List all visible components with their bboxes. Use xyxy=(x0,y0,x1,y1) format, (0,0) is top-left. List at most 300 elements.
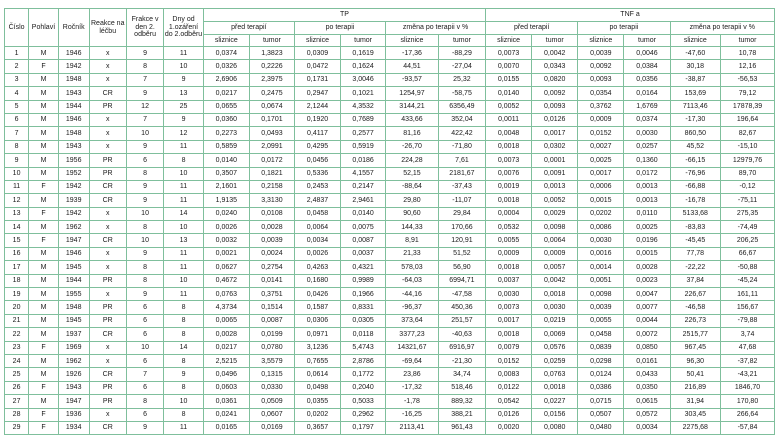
table-cell: 0,0603 xyxy=(203,381,249,394)
table-cell: 0,0018 xyxy=(532,381,578,394)
table-cell: 0,0257 xyxy=(624,140,670,153)
table-cell: M xyxy=(29,167,59,180)
table-cell: 28 xyxy=(5,408,29,421)
table-cell: 196,64 xyxy=(721,113,775,126)
table-cell: 578,03 xyxy=(386,261,439,274)
table-row xyxy=(5,274,775,287)
table-cell: 50,41 xyxy=(670,368,721,381)
table-cell: 23,86 xyxy=(386,368,439,381)
table-cell: 0,0763 xyxy=(203,288,249,301)
table-cell: 0,0384 xyxy=(624,60,670,73)
table-cell: 0,0108 xyxy=(249,207,294,220)
header-sliznice: sliznice xyxy=(486,35,532,47)
table-cell: 0,0374 xyxy=(624,113,670,126)
table-body xyxy=(5,47,775,435)
table-cell: 0,0028 xyxy=(249,221,294,234)
table-cell: 0,0576 xyxy=(532,341,578,354)
table-cell: 0,0386 xyxy=(578,381,624,394)
table-cell: 0,2577 xyxy=(341,127,386,140)
table-cell: -79,88 xyxy=(721,314,775,327)
table-cell: 0,0047 xyxy=(624,288,670,301)
table-row xyxy=(5,408,775,421)
table-cell: 9 xyxy=(5,154,29,167)
table-cell: 25 xyxy=(5,368,29,381)
header-tp-pred: před terapií xyxy=(203,22,294,35)
table-cell: 0,0496 xyxy=(203,368,249,381)
table-cell: 8 xyxy=(126,221,163,234)
table-cell: M xyxy=(29,314,59,327)
table-cell: 0,0029 xyxy=(532,207,578,220)
table-cell: M xyxy=(29,328,59,341)
header-sliznice: sliznice xyxy=(578,35,624,47)
table-cell: 14321,67 xyxy=(386,341,439,354)
table-row xyxy=(5,140,775,153)
header-tumor: tumor xyxy=(438,35,485,47)
header-tp-po: po terapii xyxy=(294,22,385,35)
table-cell: 11 xyxy=(5,180,29,193)
table-cell: 0,0458 xyxy=(578,328,624,341)
table-cell: 0,1315 xyxy=(249,368,294,381)
table-cell: 1846,70 xyxy=(721,381,775,394)
table-cell: 251,57 xyxy=(438,314,485,327)
table-cell: 66,67 xyxy=(721,247,775,260)
table-cell: 8 xyxy=(164,408,204,421)
table-cell: 0,0217 xyxy=(203,87,249,100)
table-cell: M xyxy=(29,47,59,60)
header-frakce: Frakce v den 2. odběru xyxy=(126,9,163,47)
table-cell: 90,60 xyxy=(386,207,439,220)
table-cell: F xyxy=(29,408,59,421)
table-cell: 0,0156 xyxy=(532,408,578,421)
table-cell: -88,29 xyxy=(438,47,485,60)
table-cell: 0,2226 xyxy=(249,60,294,73)
table-cell: M xyxy=(29,154,59,167)
table-cell: -16,25 xyxy=(386,408,439,421)
table-cell: 0,0093 xyxy=(578,73,624,86)
table-cell: 1942 xyxy=(58,60,89,73)
table-row xyxy=(5,368,775,381)
table-cell: 2,1601 xyxy=(203,180,249,193)
table-cell: 4,1557 xyxy=(341,167,386,180)
table-cell: 0,0165 xyxy=(203,421,249,434)
table-cell: 11 xyxy=(164,47,204,60)
table-cell: 1962 xyxy=(58,221,89,234)
table-cell: 0,0202 xyxy=(294,408,340,421)
table-cell: 13 xyxy=(164,234,204,247)
table-cell: 144,33 xyxy=(386,221,439,234)
table-cell: 8 xyxy=(126,274,163,287)
table-row xyxy=(5,288,775,301)
table-cell: 1948 xyxy=(58,301,89,314)
table-cell: 1942 xyxy=(58,180,89,193)
table-cell: 6 xyxy=(126,314,163,327)
table-cell: 0,2273 xyxy=(203,127,249,140)
table-cell: 0,0542 xyxy=(486,395,532,408)
table-cell: 1946 xyxy=(58,247,89,260)
table-cell: 8 xyxy=(164,381,204,394)
table-cell: -50,88 xyxy=(721,261,775,274)
table-cell: 0,0039 xyxy=(249,234,294,247)
table-cell: -37,82 xyxy=(721,354,775,367)
table-cell: 0,3507 xyxy=(203,167,249,180)
table-cell: -17,30 xyxy=(670,113,721,126)
table-cell: 20 xyxy=(5,301,29,314)
table-cell: 0,0023 xyxy=(624,274,670,287)
table-cell: 0,0326 xyxy=(203,60,249,73)
table-cell: 3,74 xyxy=(721,328,775,341)
table-cell: 0,0075 xyxy=(341,221,386,234)
table-cell: 226,67 xyxy=(670,288,721,301)
table-cell: 0,0030 xyxy=(486,288,532,301)
table-cell: M xyxy=(29,354,59,367)
table-cell: 0,0780 xyxy=(249,341,294,354)
table-cell: 1948 xyxy=(58,73,89,86)
table-cell: -76,96 xyxy=(670,167,721,180)
header-tnf-pred: před terapií xyxy=(486,22,578,35)
table-cell: x xyxy=(89,341,126,354)
table-cell: 0,1966 xyxy=(341,288,386,301)
table-cell: 6 xyxy=(126,354,163,367)
table-cell: M xyxy=(29,127,59,140)
table-cell: 961,43 xyxy=(438,421,485,434)
table-cell: 14 xyxy=(5,221,29,234)
table-cell: 0,0079 xyxy=(486,341,532,354)
table-cell: 0,0083 xyxy=(486,368,532,381)
table-cell: x xyxy=(89,47,126,60)
table-cell: -37,43 xyxy=(438,180,485,193)
table-cell: -47,60 xyxy=(670,47,721,60)
table-cell: 1969 xyxy=(58,341,89,354)
table-cell: 0,0034 xyxy=(294,234,340,247)
table-cell: 1944 xyxy=(58,100,89,113)
table-cell: 156,67 xyxy=(721,301,775,314)
table-cell: 0,0011 xyxy=(486,113,532,126)
table-cell: x xyxy=(89,127,126,140)
table-cell: 2,0991 xyxy=(249,140,294,153)
table-cell: 2113,41 xyxy=(386,421,439,434)
table-cell: 6 xyxy=(126,154,163,167)
table-row xyxy=(5,87,775,100)
table-cell: 1937 xyxy=(58,328,89,341)
table-cell: 0,0227 xyxy=(532,395,578,408)
table-cell: 0,0374 xyxy=(203,47,249,60)
table-cell: 17 xyxy=(5,261,29,274)
table-cell: 0,1920 xyxy=(294,113,340,126)
table-cell: 0,3762 xyxy=(578,100,624,113)
table-cell: 0,0164 xyxy=(624,87,670,100)
table-cell: 0,0839 xyxy=(578,341,624,354)
table-cell: 7 xyxy=(126,368,163,381)
table-cell: 82,67 xyxy=(721,127,775,140)
table-cell: 45,52 xyxy=(670,140,721,153)
table-row xyxy=(5,207,775,220)
table-cell: 6 xyxy=(126,301,163,314)
table-cell: 0,0048 xyxy=(486,127,532,140)
table-cell: 0,0202 xyxy=(578,207,624,220)
table-cell: 0,0614 xyxy=(294,368,340,381)
table-cell: CR xyxy=(89,194,126,207)
table-cell: 56,90 xyxy=(438,261,485,274)
table-cell: 0,0971 xyxy=(294,328,340,341)
table-cell: 0,0607 xyxy=(249,408,294,421)
table-cell: 0,0069 xyxy=(532,328,578,341)
table-cell: 0,0169 xyxy=(249,421,294,434)
table-cell: 433,66 xyxy=(386,113,439,126)
table-row xyxy=(5,100,775,113)
table-cell: 8 xyxy=(126,167,163,180)
table-cell: 8 xyxy=(164,154,204,167)
table-cell: M xyxy=(29,87,59,100)
table-cell: M xyxy=(29,368,59,381)
header-sliznice: sliznice xyxy=(386,35,439,47)
table-cell: 8 xyxy=(126,261,163,274)
table-cell: 1946 xyxy=(58,47,89,60)
table-cell: PR xyxy=(89,314,126,327)
table-cell: 0,1624 xyxy=(341,60,386,73)
table-cell: 11 xyxy=(164,140,204,153)
table-cell: 0,1514 xyxy=(249,301,294,314)
table-row xyxy=(5,60,775,73)
table-cell: 0,0025 xyxy=(578,154,624,167)
table-cell: -17,36 xyxy=(386,47,439,60)
table-cell: 0,0140 xyxy=(486,87,532,100)
table-cell: 25,32 xyxy=(438,73,485,86)
table-cell: 120,91 xyxy=(438,234,485,247)
table-cell: 11 xyxy=(164,247,204,260)
table-cell: 8,91 xyxy=(386,234,439,247)
table-cell: 1956 xyxy=(58,154,89,167)
table-row xyxy=(5,421,775,434)
table-cell: F xyxy=(29,207,59,220)
table-cell: -27,04 xyxy=(438,60,485,73)
table-cell: 13 xyxy=(5,207,29,220)
table-cell: 16 xyxy=(5,247,29,260)
table-cell: 0,0217 xyxy=(203,341,249,354)
table-cell: M xyxy=(29,274,59,287)
table-cell: x xyxy=(89,140,126,153)
table-cell: 0,0039 xyxy=(578,47,624,60)
table-cell: 6 xyxy=(126,328,163,341)
table-cell: 0,0309 xyxy=(294,47,340,60)
table-cell: 0,1680 xyxy=(294,274,340,287)
table-cell: -44,16 xyxy=(386,288,439,301)
table-cell: 0,0018 xyxy=(486,194,532,207)
table-cell: 0,0042 xyxy=(532,47,578,60)
table-cell: 0,0057 xyxy=(532,261,578,274)
table-cell: 266,64 xyxy=(721,408,775,421)
table-cell: 6 xyxy=(5,113,29,126)
table-cell: 0,0027 xyxy=(578,140,624,153)
table-cell: 0,0155 xyxy=(486,73,532,86)
header-sliznice: sliznice xyxy=(670,35,721,47)
table-cell: x xyxy=(89,207,126,220)
table-cell: 0,0017 xyxy=(486,314,532,327)
table-cell: 0,0037 xyxy=(486,274,532,287)
table-cell: 0,1731 xyxy=(294,73,340,86)
table-cell: 1962 xyxy=(58,354,89,367)
table-cell: 4 xyxy=(5,87,29,100)
table-cell: -88,64 xyxy=(386,180,439,193)
table-cell: 0,4117 xyxy=(294,127,340,140)
header-tnf-po: po terapii xyxy=(578,22,670,35)
table-cell: 96,30 xyxy=(670,354,721,367)
table-cell: 170,80 xyxy=(721,395,775,408)
table-cell: -57,84 xyxy=(721,421,775,434)
table-cell: 19 xyxy=(5,288,29,301)
table-cell: 0,0172 xyxy=(624,167,670,180)
table-cell: 0,0306 xyxy=(294,314,340,327)
table-cell: 0,1619 xyxy=(341,47,386,60)
table-cell: -75,11 xyxy=(721,194,775,207)
header-cislo: Číslo xyxy=(5,9,29,47)
table-cell: 0,0009 xyxy=(578,113,624,126)
table-cell: 0,0126 xyxy=(532,113,578,126)
table-cell: PR xyxy=(89,301,126,314)
table-cell: x xyxy=(89,113,126,126)
table-cell: x xyxy=(89,221,126,234)
table-cell: 21,33 xyxy=(386,247,439,260)
table-cell: 0,0051 xyxy=(578,274,624,287)
table-cell: 8 xyxy=(164,328,204,341)
table-cell: 0,2475 xyxy=(249,87,294,100)
table-cell: 2,6906 xyxy=(203,73,249,86)
table-cell: 10 xyxy=(164,221,204,234)
table-cell: x xyxy=(89,408,126,421)
table-row xyxy=(5,154,775,167)
table-cell: M xyxy=(29,261,59,274)
table-cell: 10 xyxy=(164,395,204,408)
table-cell: 0,0122 xyxy=(486,381,532,394)
table-cell: 9 xyxy=(164,73,204,86)
table-cell: 0,0674 xyxy=(249,100,294,113)
table-cell: 0,4295 xyxy=(294,140,340,153)
table-cell: 1948 xyxy=(58,127,89,140)
table-cell: 0,0044 xyxy=(624,314,670,327)
table-cell: M xyxy=(29,221,59,234)
table-cell: -93,57 xyxy=(386,73,439,86)
table-cell: -26,70 xyxy=(386,140,439,153)
table-cell: PR xyxy=(89,381,126,394)
table-cell: 8 xyxy=(126,395,163,408)
table-row xyxy=(5,194,775,207)
table-row xyxy=(5,180,775,193)
table-cell: 0,0507 xyxy=(578,408,624,421)
table-cell: 6994,71 xyxy=(438,274,485,287)
table-cell: -58,75 xyxy=(438,87,485,100)
table-cell: M xyxy=(29,395,59,408)
table-cell: 0,0076 xyxy=(486,167,532,180)
table-cell: 14 xyxy=(164,207,204,220)
table-cell: 0,0055 xyxy=(578,314,624,327)
table-cell: 0,0199 xyxy=(249,328,294,341)
table-cell: 0,0186 xyxy=(341,154,386,167)
table-cell: 0,0030 xyxy=(624,127,670,140)
table-cell: 1947 xyxy=(58,395,89,408)
table-cell: 0,0330 xyxy=(249,381,294,394)
table-cell: 11 xyxy=(164,180,204,193)
table-cell: 0,0356 xyxy=(624,73,670,86)
table-cell: CR xyxy=(89,328,126,341)
table-cell: 0,9989 xyxy=(341,274,386,287)
table-cell: 0,0024 xyxy=(249,247,294,260)
header-reakce: Reakce na léčbu xyxy=(89,9,126,47)
header-pohlavi: Pohlaví xyxy=(29,9,59,47)
table-cell: 0,0064 xyxy=(532,234,578,247)
table-cell: F xyxy=(29,180,59,193)
table-cell: 0,0087 xyxy=(249,314,294,327)
table-cell: 8 xyxy=(164,354,204,367)
header-sliznice: sliznice xyxy=(203,35,249,47)
table-cell: -40,63 xyxy=(438,328,485,341)
table-cell: 0,0013 xyxy=(624,180,670,193)
table-cell: 216,89 xyxy=(670,381,721,394)
table-cell: 0,0141 xyxy=(249,274,294,287)
table-cell: 0,0052 xyxy=(486,100,532,113)
table-row xyxy=(5,247,775,260)
table-cell: 9 xyxy=(126,421,163,434)
table-cell: 0,5336 xyxy=(294,167,340,180)
table-cell: M xyxy=(29,140,59,153)
table-cell: 9 xyxy=(126,194,163,207)
table-cell: 10 xyxy=(126,234,163,247)
table-cell: 0,0004 xyxy=(486,207,532,220)
table-cell: 0,0042 xyxy=(532,274,578,287)
table-cell: -45,24 xyxy=(721,274,775,287)
table-cell: 0,0140 xyxy=(341,207,386,220)
table-cell: 0,0018 xyxy=(486,261,532,274)
table-cell: 0,4672 xyxy=(203,274,249,287)
table-cell: 0,0126 xyxy=(486,408,532,421)
table-cell: 0,0028 xyxy=(624,261,670,274)
table-cell: 18 xyxy=(5,274,29,287)
table-cell: 14 xyxy=(164,341,204,354)
table-cell: 0,0016 xyxy=(578,247,624,260)
table-cell: 2515,77 xyxy=(670,328,721,341)
table-cell: 0,0018 xyxy=(532,288,578,301)
table-cell: 0,0017 xyxy=(532,127,578,140)
table-cell: 0,0350 xyxy=(624,381,670,394)
table-cell: 21 xyxy=(5,314,29,327)
table-cell: 6 xyxy=(126,381,163,394)
table-cell: 0,0493 xyxy=(249,127,294,140)
table-cell: 224,28 xyxy=(386,154,439,167)
table-cell: 0,0118 xyxy=(341,328,386,341)
header-rocnik: Ročník xyxy=(58,9,89,47)
table-cell: 1946 xyxy=(58,113,89,126)
table-cell: 1943 xyxy=(58,140,89,153)
table-cell: F xyxy=(29,341,59,354)
table-cell: M xyxy=(29,194,59,207)
table-cell: 0,0065 xyxy=(203,314,249,327)
table-cell: 44,51 xyxy=(386,60,439,73)
table-cell: 1955 xyxy=(58,288,89,301)
table-cell: PR xyxy=(89,395,126,408)
table-cell: 1947 xyxy=(58,234,89,247)
table-cell: 0,0140 xyxy=(203,154,249,167)
table-cell: 0,0015 xyxy=(624,247,670,260)
table-cell: 0,1701 xyxy=(249,113,294,126)
table-cell: 0,2962 xyxy=(341,408,386,421)
table-cell: 4,3734 xyxy=(203,301,249,314)
table-cell: 0,0627 xyxy=(203,261,249,274)
table-cell: 0,0026 xyxy=(203,221,249,234)
table-cell: M xyxy=(29,113,59,126)
table-cell: 13 xyxy=(164,87,204,100)
results-table xyxy=(4,8,775,435)
table-cell: 0,0098 xyxy=(578,288,624,301)
table-cell: 1934 xyxy=(58,421,89,434)
table-cell: x xyxy=(89,60,126,73)
